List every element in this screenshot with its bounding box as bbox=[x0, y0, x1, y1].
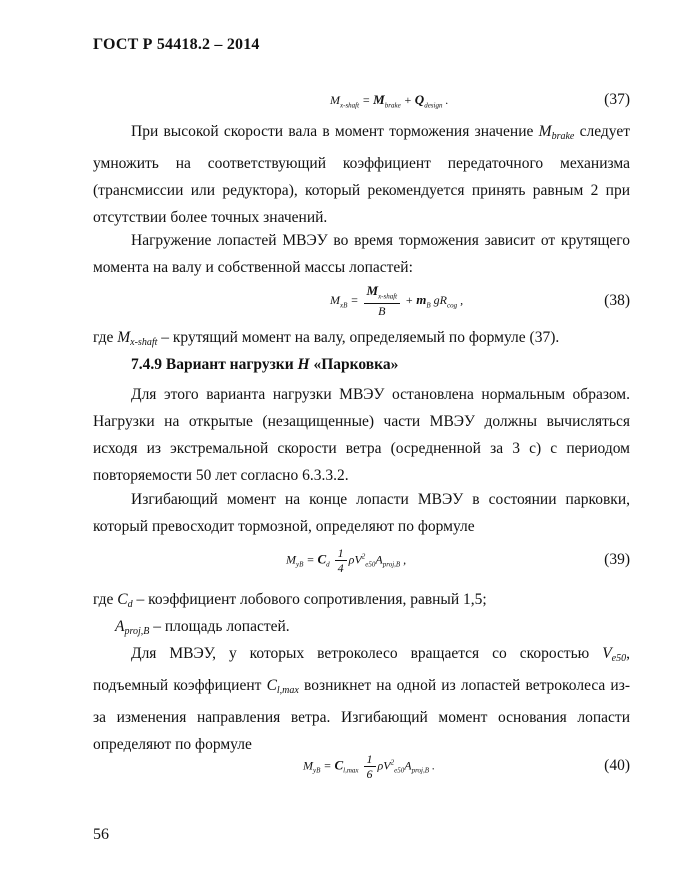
equation-40: $M_{yB} = C_{l,max}$ $\frac{1}{6}$ $\rho V^2_{e50}A_{proj,B}$ . bbox=[303, 752, 436, 781]
paragraph-bending-moment-tip: Изгибающий момент на конце лопасти МВЭУ в состоянии парковки, который превосходит тормозной, определяют по формуле bbox=[93, 491, 630, 535]
equation-39: $M_{yB} = C_d$ $\frac{1}{4}$ $\rho V^2_{e50}A_{proj,B}$ , bbox=[286, 546, 407, 575]
equation-39-number: (39) bbox=[604, 551, 630, 568]
page-number: 56 bbox=[93, 826, 109, 843]
equation-38-number: (38) bbox=[604, 292, 630, 309]
equation-40-number: (40) bbox=[604, 757, 630, 774]
equation-38: $M_{xB}$ = $\frac{M_{x-shaft}}{B}$ + $m_B$ $gR_{cog}$ , bbox=[330, 283, 464, 319]
paragraph-lift-coefficient: Для МВЭУ, у которых ветроколесо вращается со скоростью $V_{e50}$, подъемный коэффициент $C_{l,max}$ возникнет на одной из лопастей ветроколеса из-за изменения направления ветра. Изгибающий момент основания лопасти определяют по формуле bbox=[93, 645, 631, 753]
paragraph-blade-loading: Нагружение лопастей МВЭУ во время торможения зависит от крутящего момента на валу и собственной массы лопастей: bbox=[93, 232, 630, 276]
paragraph-drag-coefficient: где $C_d$ – коэффициент лобового сопротивления, равный 1,5; bbox=[93, 591, 487, 610]
document-header: ГОСТ Р 54418.2 – 2014 bbox=[93, 36, 260, 53]
equation-37-number: (37) bbox=[604, 91, 630, 108]
paragraph-where-torque: где $M_{x-shaft}$ – крутящий момент на валу, определяемый по формуле (37). bbox=[93, 329, 560, 348]
paragraph-brake-speed: При высокой скорости вала в момент торможения значение $M_{brake}$ следует умножить на соответствующий коэффициент передаточного механизма (трансмиссии или редуктора), который рекомендуется принять равным 2 при отсутствии более точных значений. bbox=[93, 123, 630, 226]
paragraph-parking-variant: Для этого варианта нагрузки МВЭУ остановлена нормальным образом. Нагрузки на открытые (незащищенные) части МВЭУ должны вычисляться исходя из экстремальной скорости ветра (осредненной за 3 с) с периодом повторяемости 50 лет согласно 6.3.3.2. bbox=[93, 386, 630, 484]
paragraph-blade-area: $A_{proj,B}$ – площадь лопастей. bbox=[115, 618, 290, 637]
equation-37: $M_{x-shaft} = M_{brake} + Q_{design}$ . bbox=[330, 92, 449, 110]
section-heading-7-4-9: 7.4.9 Вариант нагрузки H «Парковка» bbox=[131, 356, 399, 373]
